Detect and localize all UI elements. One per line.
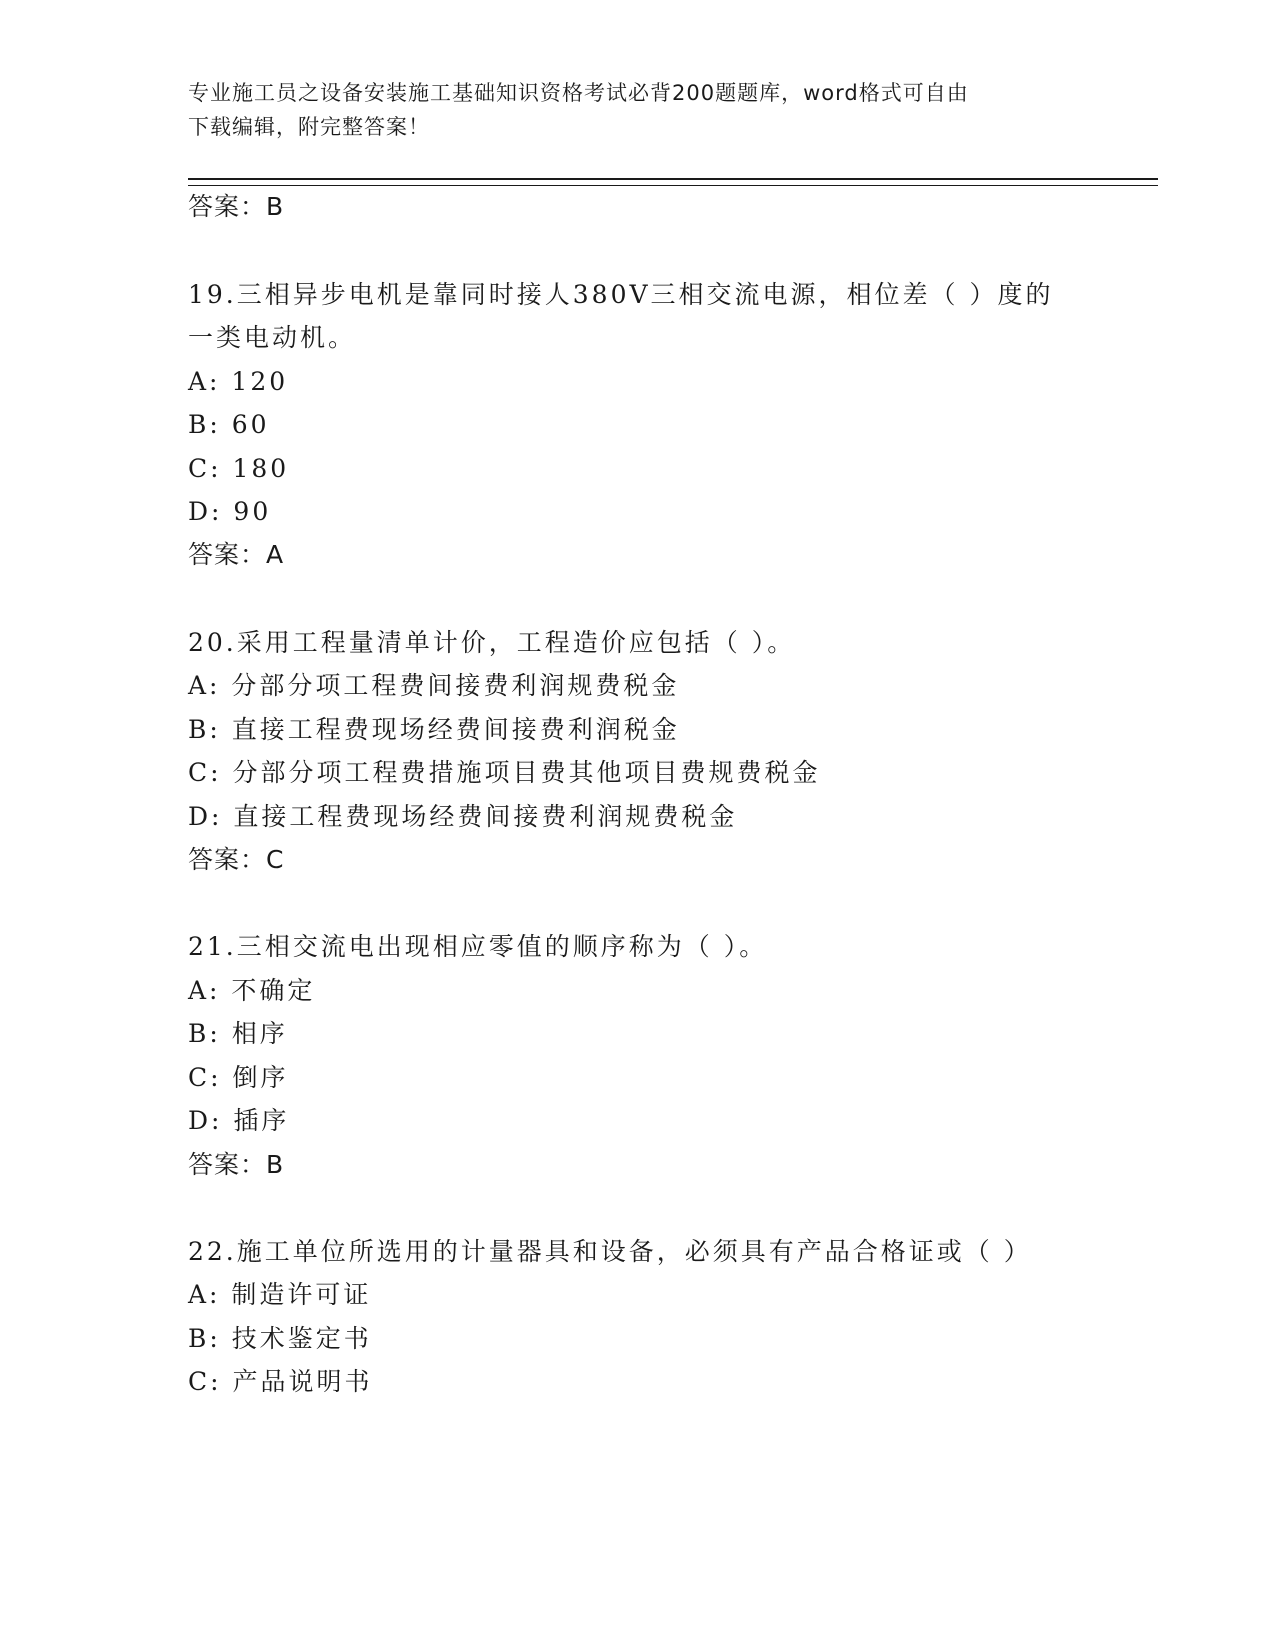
option-d: D: 90	[188, 497, 272, 526]
option-b: B: 相序	[188, 1019, 288, 1048]
question-stem: 22.施工单位所选用的计量器具和设备，必须具有产品合格证或（ ）	[188, 1237, 1032, 1266]
option-a: A: 制造许可证	[188, 1280, 372, 1309]
option-c: C: 倒序	[188, 1063, 289, 1092]
question-stem: 20.采用工程量清单计价，工程造价应包括（ ）。	[188, 628, 796, 657]
answer-line: 答案：A	[188, 540, 285, 569]
page-header	[188, 76, 1088, 144]
answer-line: 答案：C	[188, 845, 285, 874]
option-a: A: 分部分项工程费间接费利润规费税金	[188, 671, 680, 700]
option-b: B: 60	[188, 410, 270, 439]
option-b: B: 技术鉴定书	[188, 1324, 372, 1353]
header-title-line-1: 专业施工员之设备安装施工基础知识资格考试必背200题题库，word格式可自由	[188, 81, 969, 105]
option-a: A: 120	[188, 367, 289, 396]
document-page	[188, 0, 1158, 1650]
header-title-line-2: 下载编辑，附完整答案！	[188, 115, 430, 139]
question-stem: 21.三相交流电出现相应零值的顺序称为（ ）。	[188, 932, 768, 961]
answer-line: 答案：B	[188, 192, 285, 221]
header-divider	[188, 178, 1158, 186]
option-a: A: 不确定	[188, 976, 316, 1005]
option-b: B: 直接工程费现场经费间接费利润税金	[188, 715, 680, 744]
option-c: C: 180	[188, 454, 290, 483]
option-d: D: 直接工程费现场经费间接费利润规费税金	[188, 802, 738, 831]
option-d: D: 插序	[188, 1106, 290, 1135]
option-c: C: 分部分项工程费措施项目费其他项目费规费税金	[188, 758, 821, 787]
answer-line: 答案：B	[188, 1150, 285, 1179]
option-c: C: 产品说明书	[188, 1367, 373, 1396]
question-stem: 19.三相异步电机是靠同时接人380V三相交流电源，相位差（ ）度的	[188, 280, 1054, 309]
question-stem-cont: 一类电动机。	[188, 323, 357, 352]
